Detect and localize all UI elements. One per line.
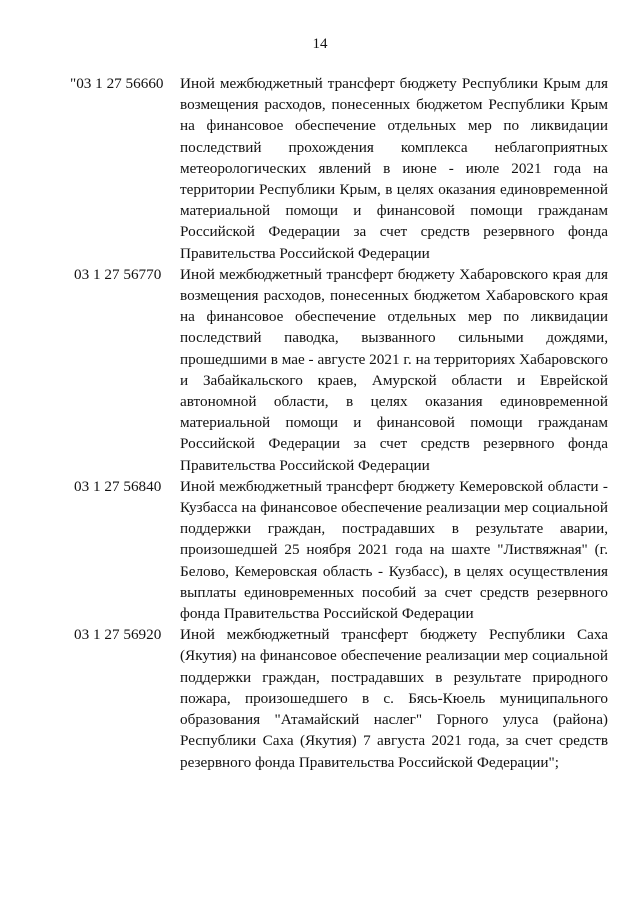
- list-item: [70, 73, 608, 264]
- list-item: [70, 624, 608, 772]
- budget-code-description: Иной межбюджетный трансферт бюджету Кемеровской области - Кузбасса на финансовое обеспечение реализации мер социальной поддержки граждан, пострадавших в результате аварии, произошедшей 25 ноября 2021 года на шахте "Листвяжная" (г. Белово, Кемеровская область - Кузбасс), в целях осуществления выплаты единовременных пособий за счет средств резервного фонда Правительства Российской Федерации: [180, 477, 608, 623]
- list-item: [70, 476, 608, 624]
- budget-code: 03 1 27 56920: [74, 626, 162, 644]
- list-item: [70, 264, 608, 476]
- budget-code: "03 1 27 56660: [70, 75, 164, 92]
- budget-code: 03 1 27 56840: [74, 477, 162, 495]
- budget-code-description: Иной межбюджетный трансферт бюджету Республики Саха (Якутия) на финансовое обеспечение реализации мер социальной поддержки граждан, пострадавших в результате природного пожара, произошедшего в с. Бясь-Кюель муниципального образования "Атамайский наслег" Горного улуса (района) Республики Саха (Якутия) 7 августа 2021 года, за счет средств резервного фонда Правительства Российской Федерации";: [180, 626, 608, 771]
- page-number: 14: [312, 36, 328, 52]
- budget-code-description: Иной межбюджетный трансферт бюджету Республики Крым для возмещения расходов, понесенных бюджетом Республики Крым на финансовое обеспечение отдельных мер по ликвидации последствий прохождения комплекса неблагоприятных метеорологических явлений в июне - июле 2021 года на территории Республики Крым, в целях оказания единовременной материальной помощи и финансовой помощи гражданам Российской Федерации за счет средств резервного фонда Правительства Российской Федерации: [180, 75, 608, 262]
- budget-code-list: [70, 73, 608, 773]
- budget-code-description: Иной межбюджетный трансферт бюджету Хабаровского края для возмещения расходов, понесенных бюджетом Хабаровского края на финансовое обеспечение отдельных мер по ликвидации последствий паводка, вызванного сильными дождями, прошедшими в мае - августе 2021 г. на территориях Хабаровского и Забайкальского краев, Амурской области и Еврейской автономной области, в целях оказания единовременной материальной помощи и финансовой помощи гражданам Российской Федерации за счет средств резервного фонда Правительства Российской Федерации: [180, 265, 608, 474]
- budget-code: 03 1 27 56770: [74, 265, 162, 283]
